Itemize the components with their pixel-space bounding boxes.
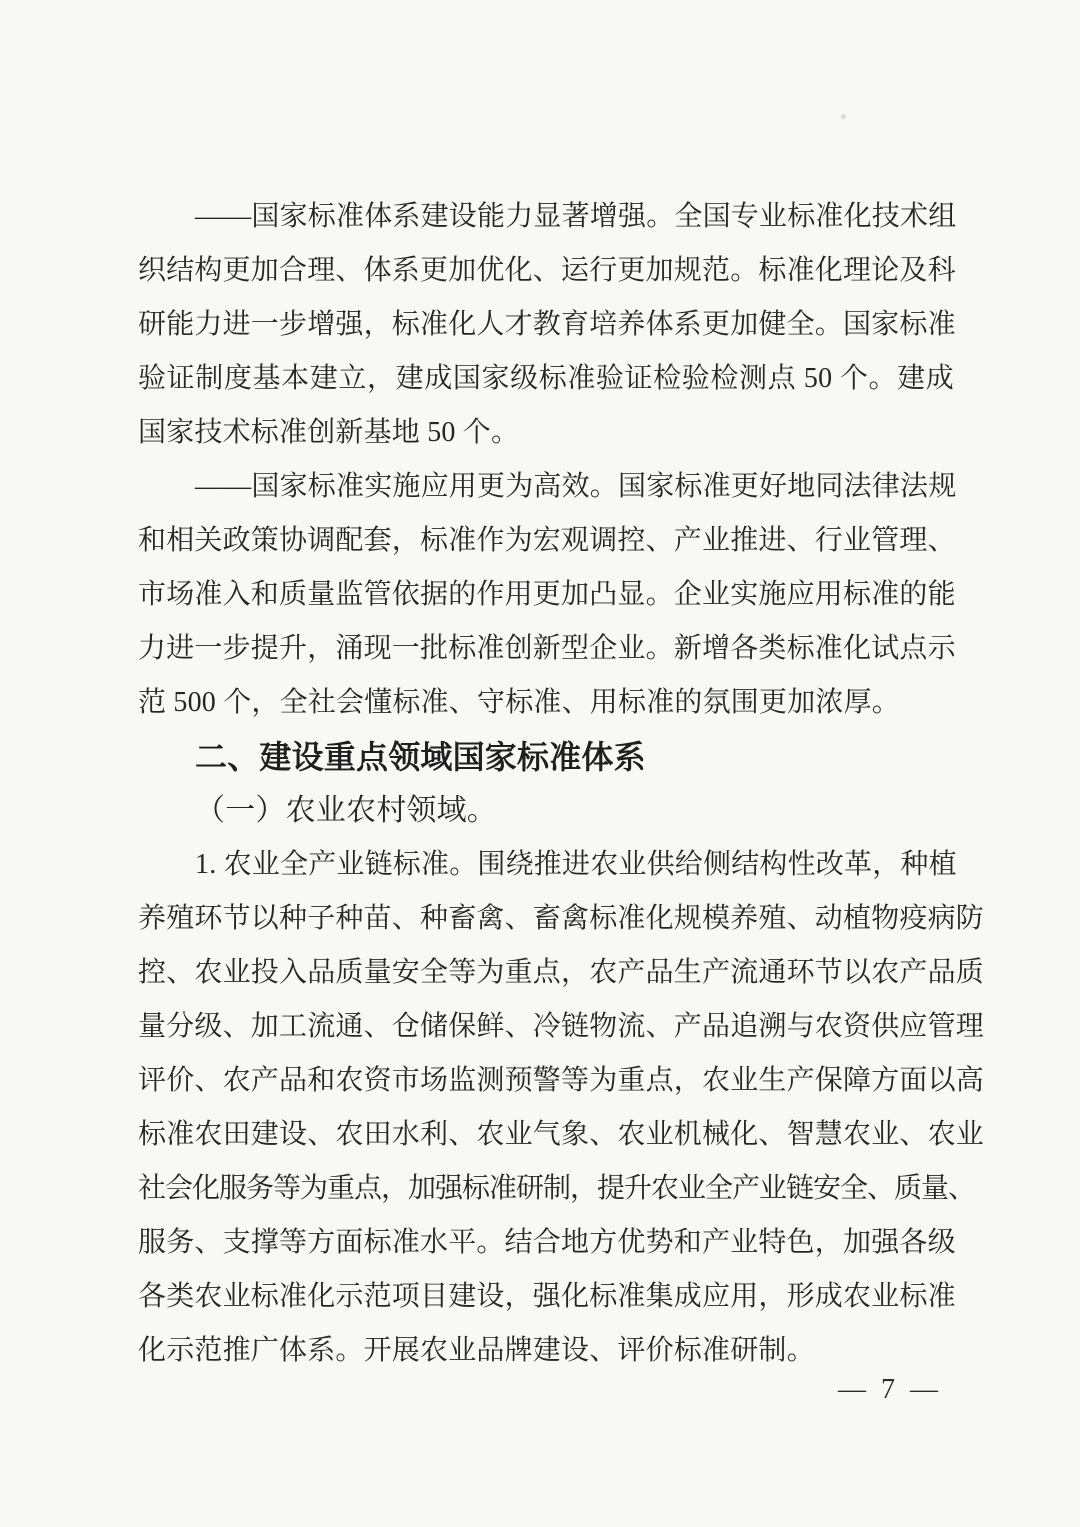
subsection-heading: （一）农业农村领域。 [195, 794, 497, 827]
text-line: 范 500 个，全社会懂标准、守标准、用标准的氛围更加浓厚。 [138, 687, 901, 718]
text-line: 织结构更加合理、体系更加优化、运行更加规范。标准化理论及科 [138, 255, 956, 286]
text-line: 研能力进一步增强，标准化人才教育培养体系更加健全。国家标准 [138, 309, 956, 340]
page-number: — 7 — [838, 1374, 938, 1405]
scan-speck [841, 114, 846, 119]
text-line: 市场准入和质量监管依据的作用更加凸显。企业实施应用标准的能 [138, 579, 956, 610]
text-line: 控、农业投入品质量安全等为重点，农产品生产流通环节以农产品质 [138, 957, 985, 988]
text-line: ——国家标准实施应用更为高效。国家标准更好地同法律法规 [195, 471, 957, 502]
text-line: 力进一步提升，涌现一批标准创新型企业。新增各类标准化试点示 [138, 633, 956, 664]
text-line: 各类农业标准化示范项目建设，强化标准集成应用，形成农业标准 [138, 1281, 956, 1312]
document-body [138, 190, 985, 1378]
text-line: 服务、支撑等方面标准水平。结合地方优势和产业特色，加强各级 [138, 1227, 956, 1258]
section-heading: 二、建设重点领域国家标准体系 [195, 739, 646, 775]
text-line: 社会化服务等为重点，加强标准研制，提升农业全产业链安全、质量、 [138, 1173, 976, 1204]
paragraph-1 [138, 190, 957, 460]
text-line: 和相关政策协调配套，标准作为宏观调控、产业推进、行业管理、 [138, 525, 956, 556]
text-line: 验证制度基本建立，建成国家级标准验证检验检测点 50 个。建成 [138, 363, 954, 394]
text-line: 标准农田建设、农田水利、农业气象、农业机械化、智慧农业、农业 [138, 1119, 985, 1150]
paragraph-2 [138, 460, 957, 730]
text-line: 化示范推广体系。开展农业品牌建设、评价标准研制。 [138, 1335, 815, 1366]
text-line: 国家技术标准创新基地 50 个。 [138, 417, 520, 448]
text-line: ——国家标准体系建设能力显著增强。全国专业标准化技术组 [195, 201, 957, 232]
text-line: 1. 农业全产业链标准。围绕推进农业供给侧结构性改革，种植 [195, 849, 957, 880]
text-line: 评价、农产品和农资市场监测预警等为重点，农业生产保障方面以高 [138, 1065, 985, 1096]
text-line: 养殖环节以种子种苗、种畜禽、畜禽标准化规模养殖、动植物疫病防 [138, 903, 985, 934]
text-line: 量分级、加工流通、仓储保鲜、冷链物流、产品追溯与农资供应管理 [138, 1011, 985, 1042]
paragraph-3 [138, 838, 985, 1378]
